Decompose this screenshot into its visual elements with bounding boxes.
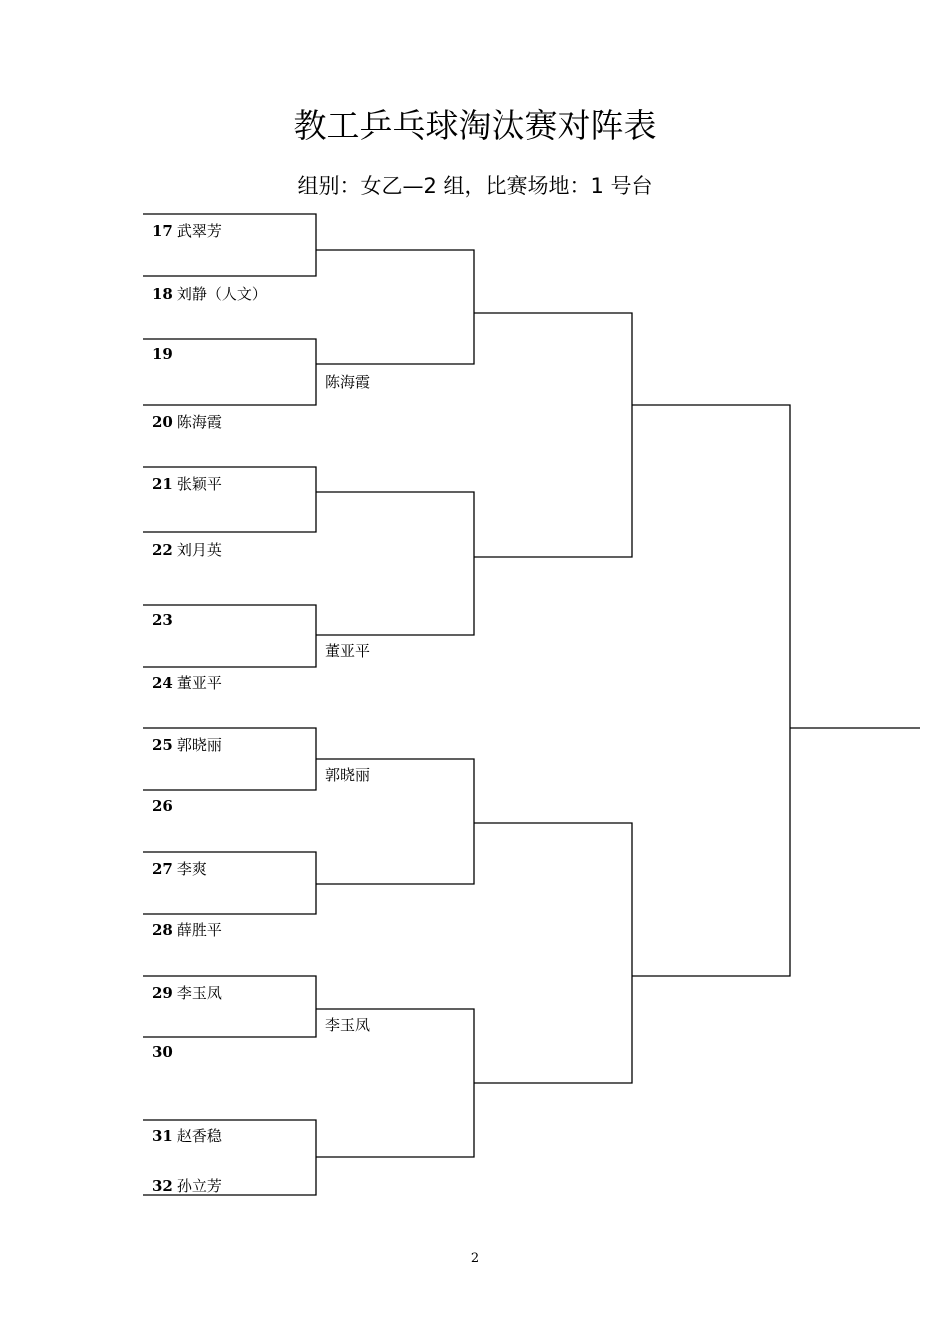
player-name: 陈海霞 xyxy=(176,413,222,431)
seed-number: 29 xyxy=(152,984,173,1002)
player-entry xyxy=(152,345,177,363)
player-name: 薛胜平 xyxy=(176,921,222,939)
player-name: 孙立芳 xyxy=(176,1177,222,1195)
player-name: 刘月英 xyxy=(176,541,222,559)
player-entry xyxy=(152,982,222,1003)
seed-number: 30 xyxy=(152,1043,173,1061)
player-name: 郭晓丽 xyxy=(176,736,222,754)
seed-number: 27 xyxy=(152,860,173,878)
player-name: 张颖平 xyxy=(176,475,222,493)
player-name: 李玉凤 xyxy=(176,984,222,1002)
seed-number: 28 xyxy=(152,921,173,939)
player-entry xyxy=(152,919,222,940)
page-subtitle: 组别：女乙—2 组，比赛场地：1 号台 xyxy=(297,174,653,198)
page-title: 教工乒乓球淘汰赛对阵表 xyxy=(293,106,657,145)
player-entry xyxy=(152,1125,222,1146)
seed-number: 19 xyxy=(152,345,173,363)
match-line-r2-2 xyxy=(316,492,474,635)
match-line-r3-1 xyxy=(474,313,632,557)
seed-number: 22 xyxy=(152,541,173,559)
player-name: 刘静（人文） xyxy=(176,285,267,303)
player-entry xyxy=(152,797,177,815)
match-line-r4-1 xyxy=(632,405,790,976)
seed-number: 18 xyxy=(152,285,173,303)
player-entry xyxy=(152,473,222,494)
seed-number: 24 xyxy=(152,674,173,692)
player-entry xyxy=(152,411,222,432)
player-name: 董亚平 xyxy=(176,674,222,692)
seed-number: 20 xyxy=(152,413,173,431)
advancer-name: 李玉凤 xyxy=(325,1016,371,1034)
player-entry xyxy=(152,539,222,560)
seed-number: 31 xyxy=(152,1127,173,1145)
seed-number: 23 xyxy=(152,611,173,629)
advancer-name: 陈海霞 xyxy=(325,373,371,391)
match-line-r3-2 xyxy=(474,823,632,1083)
player-entry xyxy=(152,283,267,304)
player-entry xyxy=(152,1175,222,1196)
match-line-r2-1 xyxy=(316,250,474,364)
seed-number: 26 xyxy=(152,797,173,815)
player-entry xyxy=(152,611,177,629)
seed-number: 32 xyxy=(152,1177,173,1195)
seed-number: 25 xyxy=(152,736,173,754)
player-entry xyxy=(152,1043,177,1061)
player-entry xyxy=(152,858,207,879)
player-name: 李爽 xyxy=(176,860,207,878)
player-entry xyxy=(152,220,222,241)
advancer-name: 郭晓丽 xyxy=(325,766,371,784)
seed-number: 17 xyxy=(152,222,173,240)
advancer-name: 董亚平 xyxy=(325,642,371,660)
player-entry xyxy=(152,672,222,693)
player-name: 赵香稳 xyxy=(176,1127,222,1145)
page-number: 2 xyxy=(470,1251,480,1266)
seed-number: 21 xyxy=(152,475,173,493)
player-name: 武翠芳 xyxy=(176,222,222,240)
player-entry xyxy=(152,734,222,755)
